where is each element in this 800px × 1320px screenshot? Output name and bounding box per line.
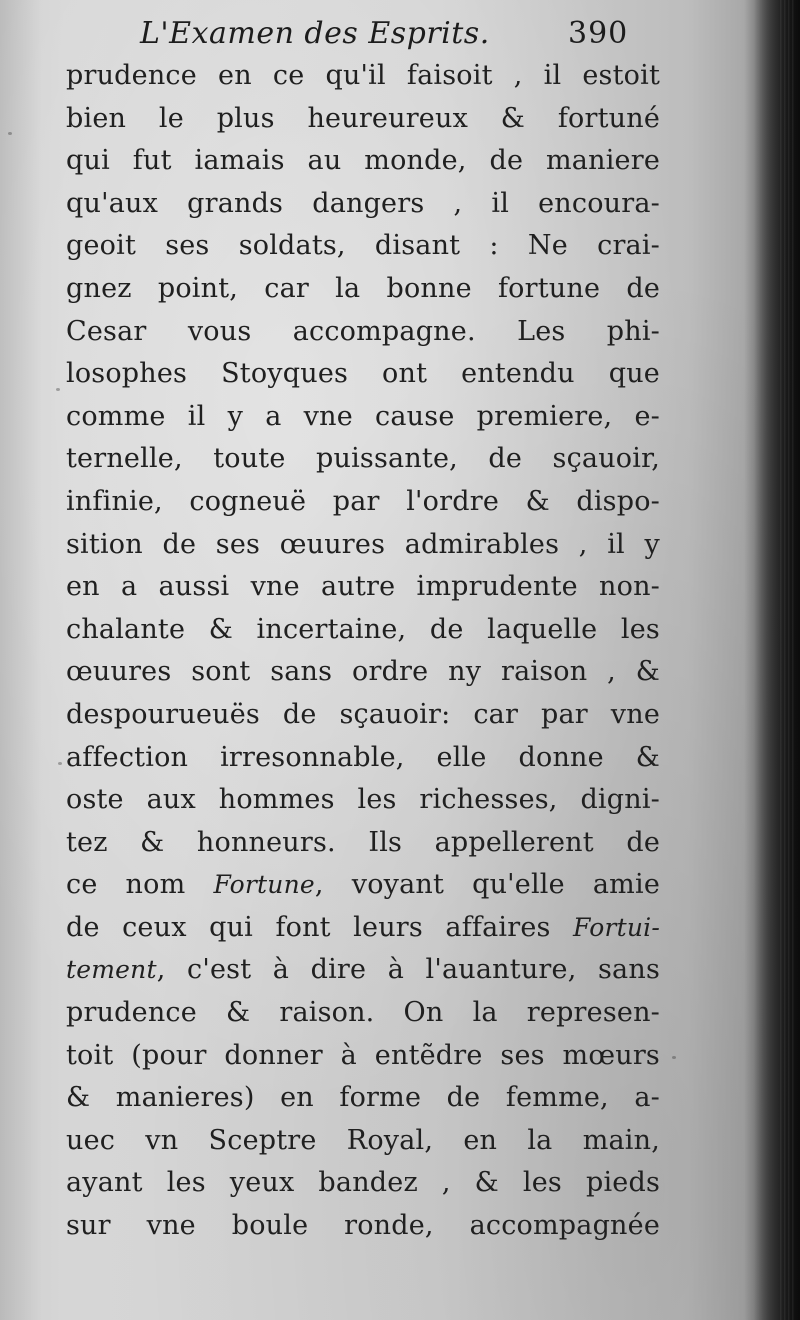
body-text xyxy=(66,55,660,1248)
text-line xyxy=(66,822,660,865)
line-text: oste aux hommes les richesses, digni- xyxy=(66,784,660,816)
line-text: prudence & raison. On la represen- xyxy=(66,997,660,1029)
line-text: geoit ses soldats, disant : Ne crai- xyxy=(66,230,660,262)
text-line xyxy=(66,1205,660,1248)
line-text: toit (pour donner à entẽdre ses mœurs xyxy=(66,1039,660,1071)
paper-speck xyxy=(56,388,60,391)
line-text: infinie, cogneuë par l'ordre & dispo- xyxy=(66,485,660,517)
text-line xyxy=(66,992,660,1035)
line-text: en a aussi vne autre imprudente non- xyxy=(66,571,660,603)
text-line xyxy=(66,225,660,268)
line-text: ternelle, toute puissante, de sçauoir, xyxy=(66,443,660,475)
text-line xyxy=(66,737,660,780)
text-line xyxy=(66,566,660,609)
line-text: qui fut iamais au monde, de maniere xyxy=(66,145,660,177)
text-line xyxy=(66,609,660,652)
page-stack-edge xyxy=(780,0,794,1320)
text-line xyxy=(66,183,660,226)
text-line xyxy=(66,864,660,907)
paper-speck xyxy=(8,132,12,135)
text-line xyxy=(66,949,660,992)
line-text: Cesar vous accompagne. Les phi- xyxy=(66,315,660,347)
text-line xyxy=(66,55,660,98)
text-line xyxy=(66,907,660,950)
line-text: ce nom xyxy=(66,869,214,901)
page-number: 390 xyxy=(568,16,629,51)
text-line xyxy=(66,353,660,396)
line-text: affection irresonnable, elle donne & xyxy=(66,741,660,773)
italic-word: tement xyxy=(66,955,157,985)
line-text: bien le plus heureureux & fortuné xyxy=(66,102,660,134)
paper-speck xyxy=(672,1056,676,1059)
running-head-title: L'Examen des Esprits. xyxy=(140,16,490,51)
text-line xyxy=(66,311,660,354)
line-text: , c'est à dire à l'auanture, sans xyxy=(156,954,660,986)
text-line xyxy=(66,481,660,524)
text-line xyxy=(66,1120,660,1163)
line-text: prudence en ce qu'il faisoit , il estoit xyxy=(66,60,660,91)
line-text: gnez point, car la bonne fortune de xyxy=(66,272,660,304)
line-text: despourueuës de sçauoir: car par vne xyxy=(66,698,660,730)
text-line xyxy=(66,651,660,694)
line-text: chalante & incertaine, de laquelle les xyxy=(66,613,660,645)
text-line xyxy=(66,1162,660,1205)
line-text: tez & honneurs. Ils appellerent de xyxy=(66,826,660,858)
text-line xyxy=(66,524,660,567)
line-text: , voyant qu'elle amie xyxy=(314,869,660,901)
line-text: œuures sont sans ordre ny raison , & xyxy=(66,656,660,688)
italic-word: Fortui- xyxy=(573,912,660,942)
paper-speck xyxy=(58,762,62,765)
text-line xyxy=(66,1035,660,1078)
running-head xyxy=(140,12,660,60)
line-text: losophes Stoyques ont entendu que xyxy=(66,358,660,390)
line-text: sur vne boule ronde, accompagnée xyxy=(66,1210,660,1242)
line-text: uec vn Sceptre Royal, en la main, xyxy=(66,1124,660,1156)
italic-word: Fortune xyxy=(213,870,315,900)
line-text: sition de ses œuures admirables , il y xyxy=(66,528,660,560)
text-line xyxy=(66,140,660,183)
text-line xyxy=(66,694,660,737)
text-line xyxy=(66,779,660,822)
line-text: comme il y a vne cause premiere, e- xyxy=(66,400,660,432)
text-line xyxy=(66,268,660,311)
line-text: qu'aux grands dangers , il encoura- xyxy=(66,187,660,219)
line-text: de ceux qui font leurs affaires xyxy=(66,911,574,943)
paper-edge-shadow xyxy=(0,0,42,1320)
line-text: & manieres) en forme de femme, a- xyxy=(66,1082,660,1114)
text-line xyxy=(66,1077,660,1120)
text-line xyxy=(66,438,660,481)
text-line xyxy=(66,396,660,439)
line-text: ayant les yeux bandez , & les pieds xyxy=(66,1167,660,1199)
text-line xyxy=(66,98,660,141)
